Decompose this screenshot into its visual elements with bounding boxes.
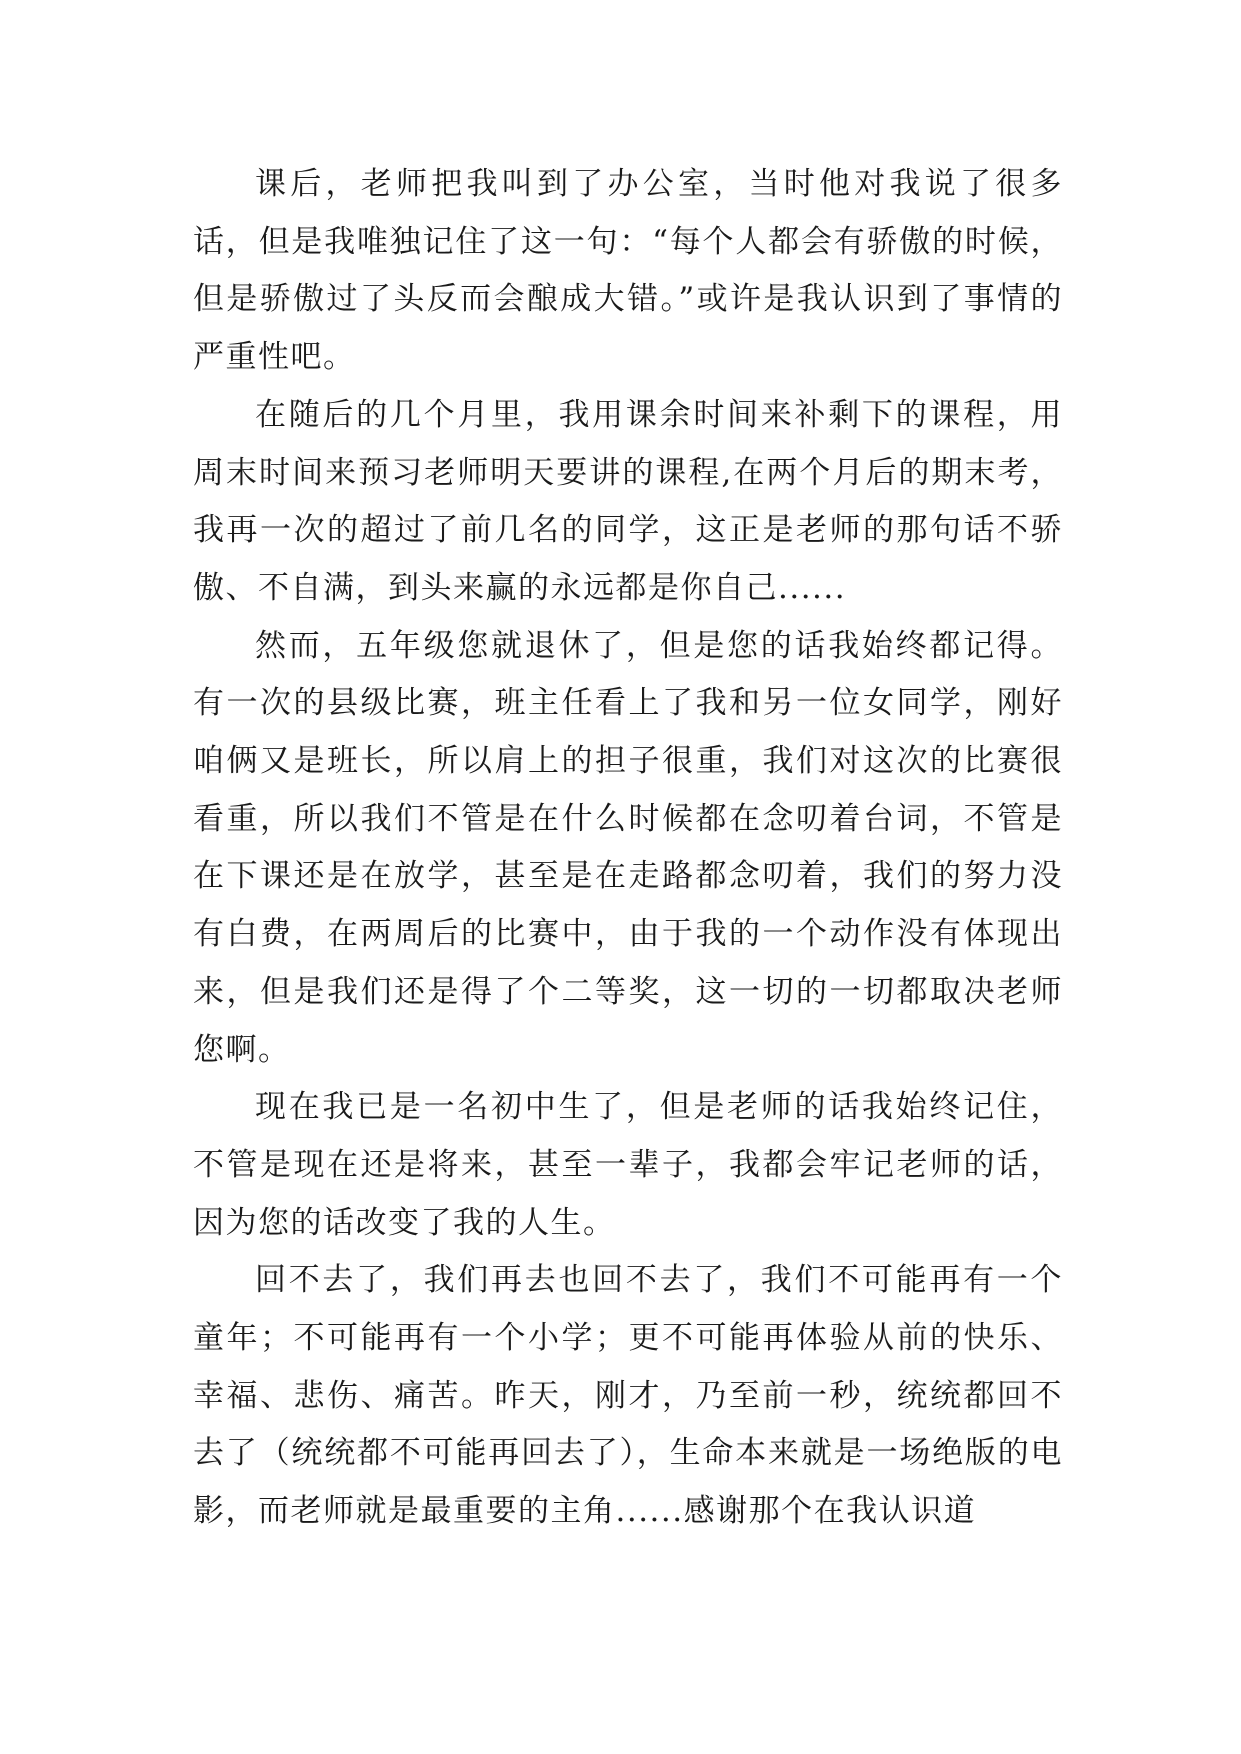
paragraph-2: 在随后的几个月里，我用课余时间来补剩下的课程，用周末时间来预习老师明天要讲的课程,在两个月后的期末考，我再一次的超过了前几名的同学，这正是老师的那句话不骄傲、不自满，到头来赢的永远都是你自己...... [193, 396, 1063, 606]
paragraph-3: 然而，五年级您就退休了，但是您的话我始终都记得。有一次的县级比赛，班主任看上了我和另一位女同学，刚好咱俩又是班长，所以肩上的担子很重，我们对这次的比赛很看重，所以我们不管是在什么时候都在念叨着台词，不管是在下课还是在放学，甚至是在走路都念叨着，我们的努力没有白费，在两周后的比赛中，由于我的一个动作没有体现出来，但是我们还是得了个二等奖，这一切的一切都取决老师您啊。 [193, 627, 1063, 1068]
paragraph-1: 课后，老师把我叫到了办公室，当时他对我说了很多话，但是我唯独记住了这一句：“每个人都会有骄傲的时候，但是骄傲过了头反而会酿成大错。”或许是我认识到了事情的严重性吧。 [193, 166, 1063, 376]
paragraph-5: 回不去了，我们再去也回不去了，我们不可能再有一个童年；不可能再有一个小学；更不可能再体验从前的快乐、幸福、悲伤、痛苦。昨天，刚才，乃至前一秒，统统都回不去了（统统都不可能再回去了），生命本来就是一场绝版的电影，而老师就是最重要的主角......感谢那个在我认识道 [193, 1262, 1063, 1530]
document-body [193, 156, 1063, 1541]
paragraph-4: 现在我已是一名初中生了，但是老师的话我始终记住，不管是现在还是将来，甚至一辈子，我都会牢记老师的话，因为您的话改变了我的人生。 [193, 1089, 1063, 1241]
